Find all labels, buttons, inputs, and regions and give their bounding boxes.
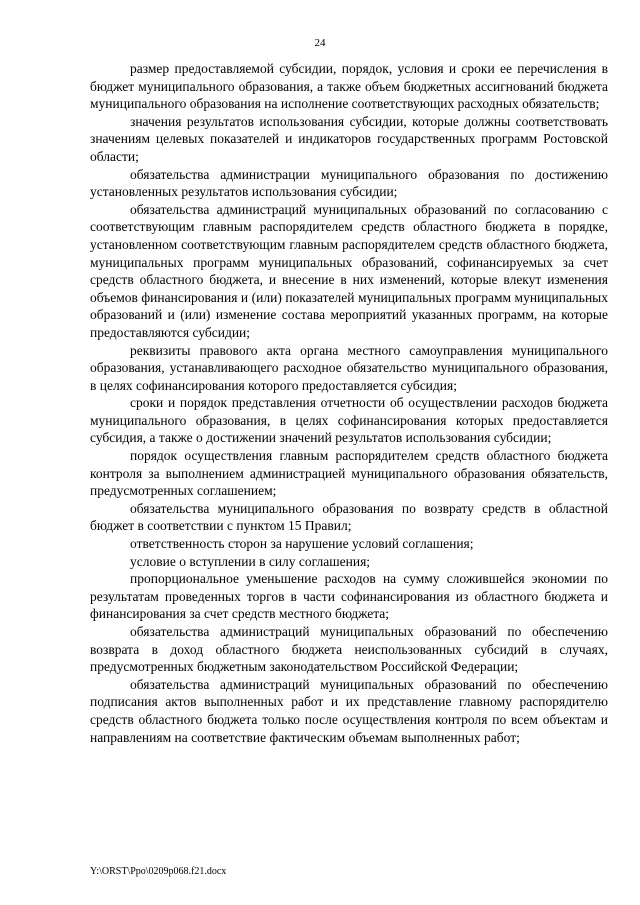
page-number: 24 xyxy=(314,37,326,49)
paragraph: реквизиты правового акта органа местного самоуправления муниципального образования, устанавливающего расходное обязательство муниципального образования, в целях софинансирования которого предоставляется субсидия; xyxy=(90,342,608,393)
paragraph: обязательства муниципального образования по возврату средств в областной бюджет в соответствии с пунктом 15 Правил; xyxy=(90,500,608,534)
footer-file-path: Y:\ORST\Ppo\0209p068.f21.docx xyxy=(90,866,227,877)
paragraph: размер предоставляемой субсидии, порядок, условия и сроки ее перечисления в бюджет муниципального образования, а также объем бюджетных ассигнований бюджета муниципального образования на исполнение соответствующих расходных обязательств; xyxy=(90,61,608,112)
paragraph: значения результатов использования субсидии, которые должны соответствовать значениям целевых показателей и индикаторов государственных программ Ростовской области; xyxy=(90,113,608,164)
paragraph: пропорциональное уменьшение расходов на сумму сложившейся экономии по результатам проведенных торгов в части софинансирования из областного бюджета и финансирования за счет средств местного бюджета; xyxy=(90,571,608,622)
paragraph: обязательства администраций муниципальных образований по обеспечению подписания актов выполненных работ и их представление главному распорядителю средств областного бюджета только после осуществления контроля по всем объектам и направлениям на соответствие фактическим объемам выполненных работ; xyxy=(90,676,608,745)
document-body xyxy=(90,60,608,746)
paragraph: обязательства администраций муниципальных образований по согласованию с соответствующим главным распорядителем средств областного бюджета в порядке, установленном соответствующим главным распорядителем средств областного бюджета, муниципальных программ муниципальных образований, софинансируемых за счет средств областного бюджета, и внесение в них изменений, которые влекут изменения объемов финансирования и (или) показателей муниципальных программ муниципальных образований и (или) изменение состава мероприятий указанных программ, на которые предоставляются субсидии; xyxy=(90,201,608,340)
paragraph: ответственность сторон за нарушение условий соглашения; xyxy=(130,536,474,552)
paragraph: условие о вступлении в силу соглашения; xyxy=(130,553,371,569)
paragraph: обязательства администраций муниципальных образований по обеспечению возврата в доход областного бюджета неиспользованных субсидий в случаях, предусмотренных бюджетным законодательством Российской Федерации; xyxy=(90,624,608,675)
paragraph: сроки и порядок представления отчетности об осуществлении расходов бюджета муниципального образования, в целях софинансирования которых предоставляется субсидия, а также о достижении значений результатов использования субсидии; xyxy=(90,395,608,446)
paragraph: порядок осуществления главным распорядителем средств областного бюджета контроля за выполнением администрацией муниципального образования обязательств, предусмотренных соглашением; xyxy=(90,448,608,499)
paragraph: обязательства администрации муниципального образования по достижению установленных результатов использования субсидии; xyxy=(90,166,608,200)
